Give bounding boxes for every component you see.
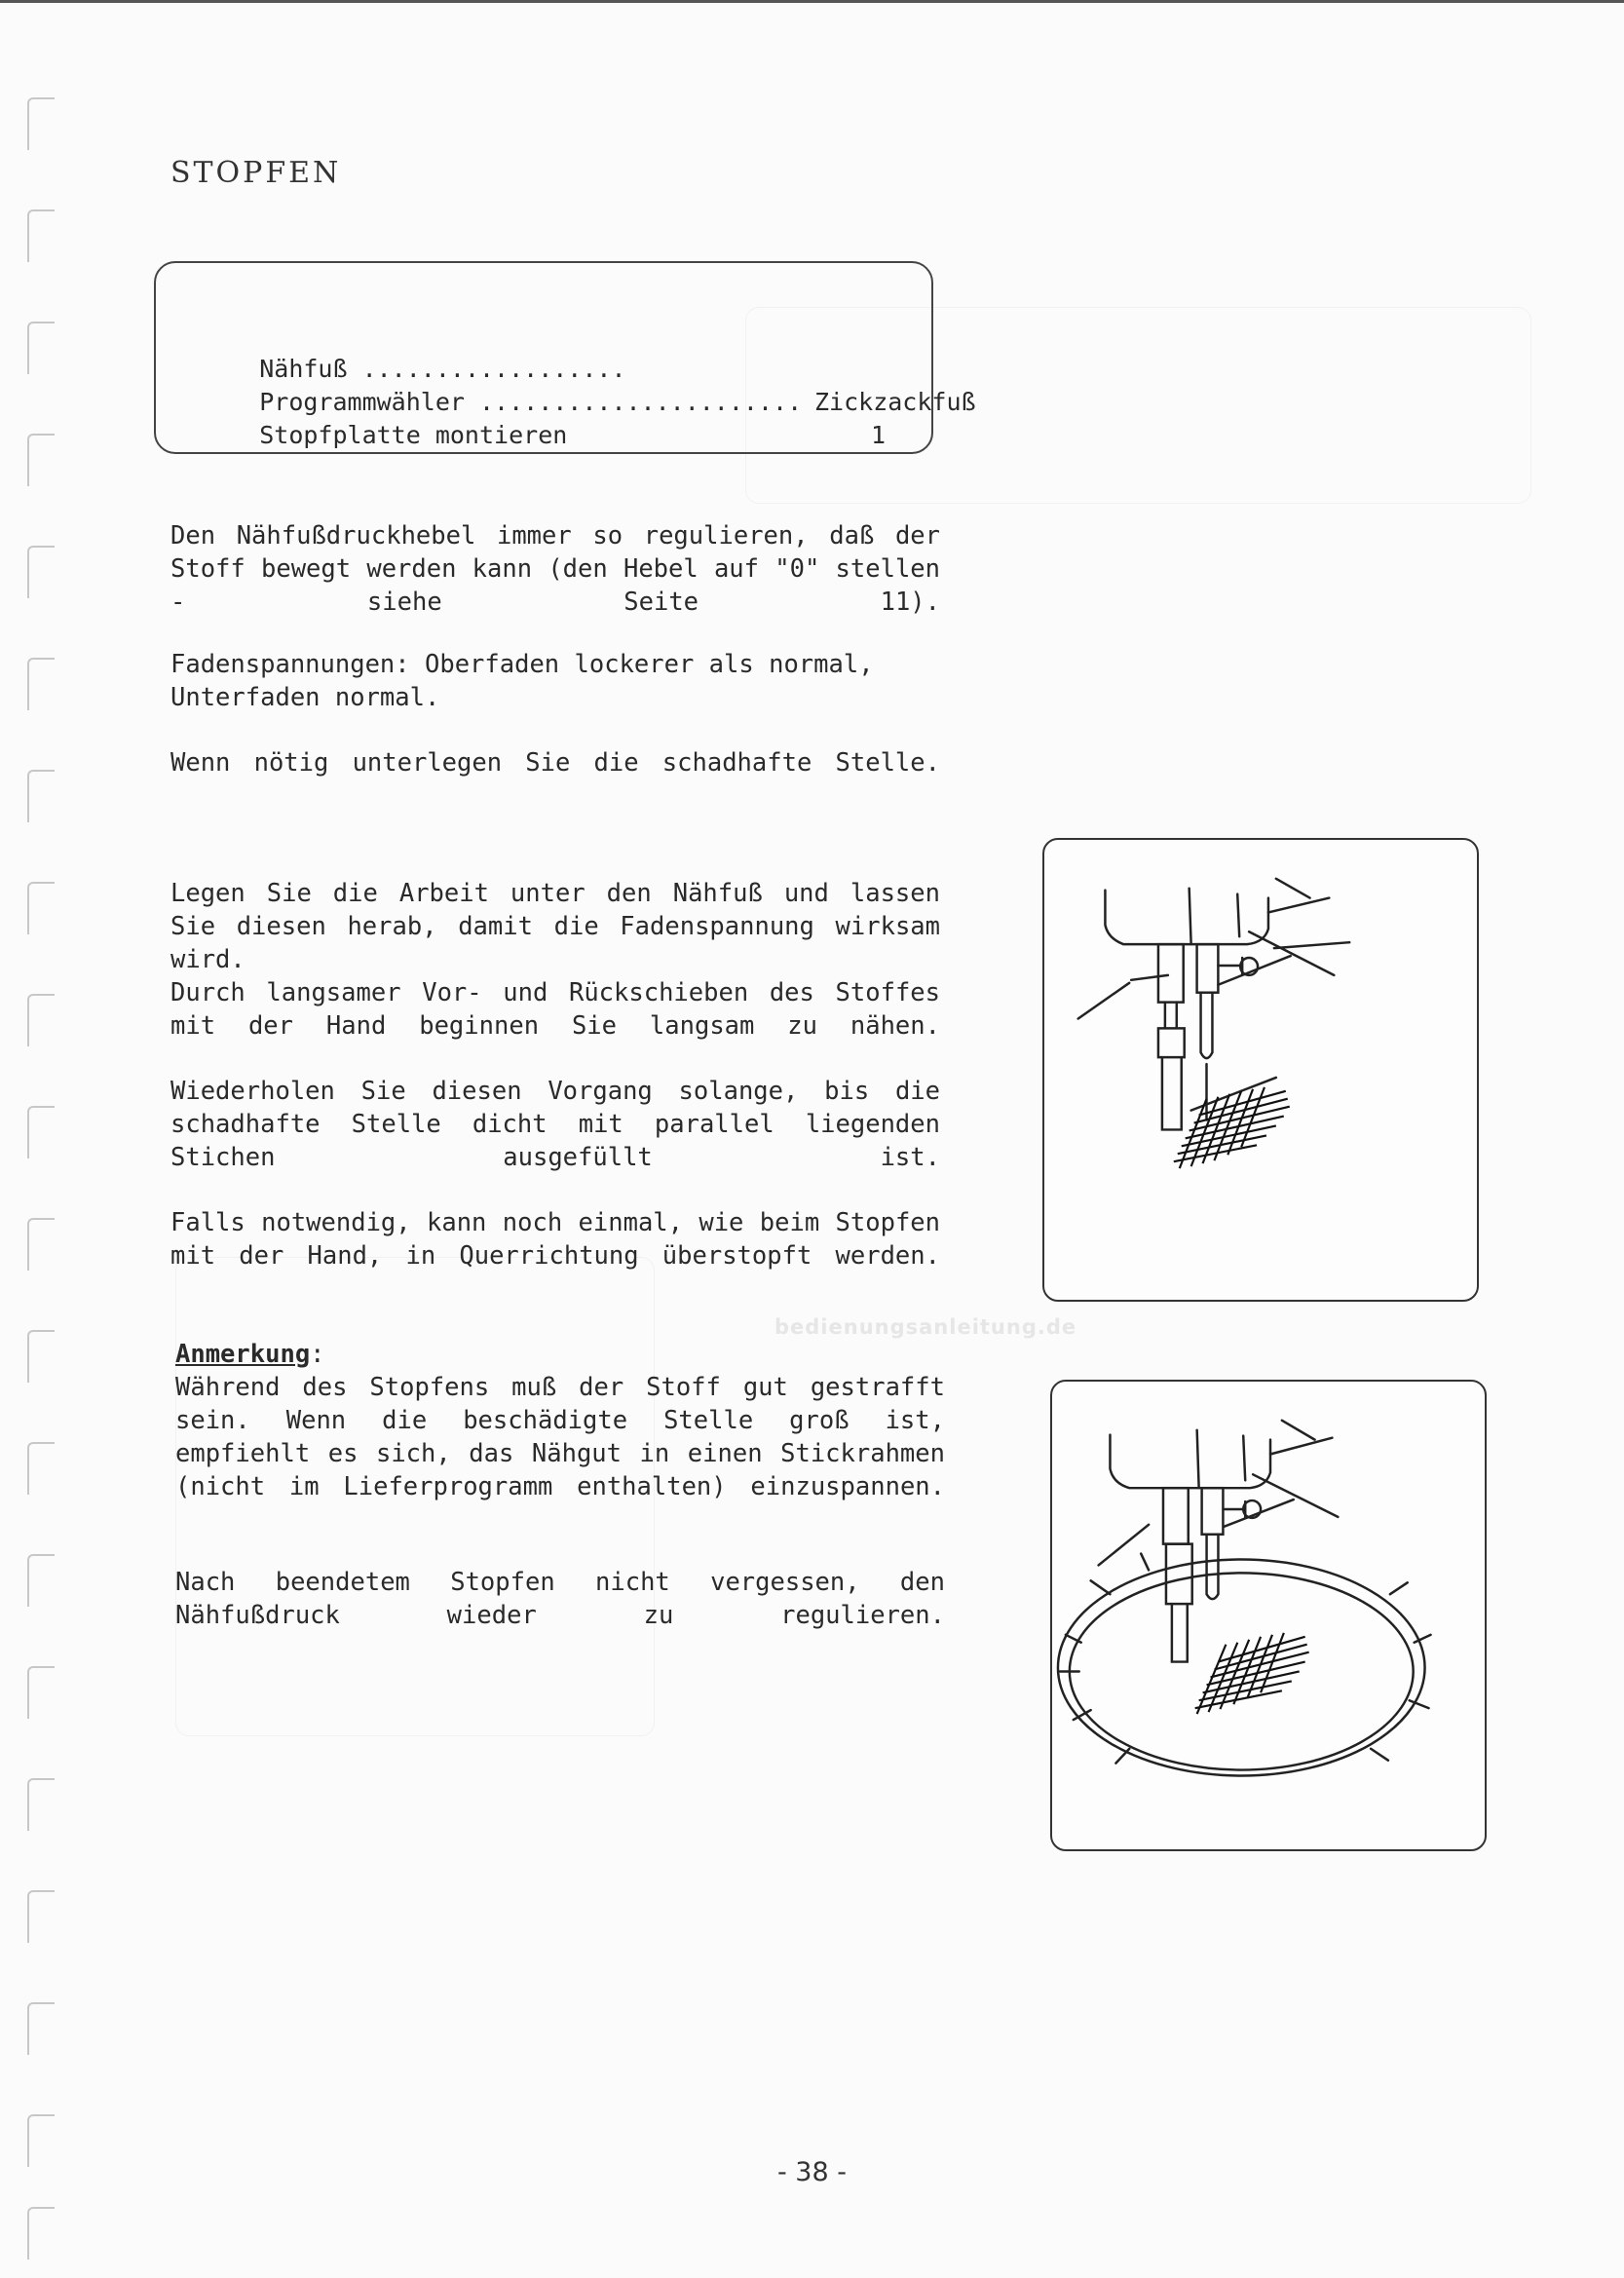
binding-mark — [27, 1778, 55, 1831]
note-heading-line — [175, 1338, 955, 1371]
page-number: - 38 - — [776, 2157, 847, 2187]
darning-illustration — [1042, 838, 1479, 1302]
note-heading: Anmerkung — [175, 1340, 311, 1369]
binding-mark — [27, 2207, 55, 2259]
watermark: bedienungsanleitung.de — [774, 1315, 1077, 1339]
setting-value: Zickzackfuß — [814, 388, 976, 416]
binding-mark — [27, 1218, 55, 1271]
note-text: Während des Stopfens muß der Stoff gut gestrafft sein. Wenn die beschädigte Stelle groß ist, empfiehlt es sich, das Nähgut in einen Stickrahmen (nicht im Lieferprogramm enthalten) einzuspannen. — [175, 1373, 945, 1501]
binding-mark — [27, 1666, 55, 1719]
binding-mark — [27, 1554, 55, 1607]
binding-mark — [27, 1330, 55, 1383]
binding-mark — [27, 546, 55, 598]
note-colon: : — [310, 1340, 325, 1369]
paragraph-move-fabric: Durch langsamer Vor- und Rückschieben des Stoffes mit der Hand beginnen Sie langsam zu nähen. — [170, 978, 940, 1041]
paragraph-repeat: Wiederholen Sie diesen Vorgang solange, bis die schadhafte Stelle dicht mit parallel liegenden Stichen ausgefüllt ist. — [170, 1077, 940, 1172]
setting-leader: .................. — [347, 355, 626, 383]
hoop-darning-drawing — [1052, 1382, 1485, 1849]
binding-mark — [27, 994, 55, 1046]
binding-mark — [27, 1106, 55, 1158]
binding-mark — [27, 1890, 55, 1943]
paragraph-thread-tension: Fadenspannungen: Oberfaden lockerer als normal, Unterfaden normal. — [170, 650, 874, 712]
binding-mark — [27, 209, 55, 262]
binding-mark — [27, 322, 55, 374]
setting-label: Stopfplatte montieren — [259, 421, 568, 449]
binding-mark — [27, 97, 55, 150]
binding-mark — [27, 658, 55, 710]
paragraph-cross-darn: Falls notwendig, kann noch einmal, wie beim Stopfen mit der Hand, in Querrichtung überstopft werden. — [170, 1208, 940, 1271]
settings-box — [154, 261, 976, 454]
setting-row-darning-plate — [201, 386, 567, 485]
paragraph-lower-foot: Legen Sie die Arbeit unter den Nähfuß und lassen Sie diesen herab, damit die Fadenspannung wirksam wird. — [170, 879, 940, 974]
binding-mark — [27, 1442, 55, 1495]
paragraph-presser-pressure: Den Nähfußdruckhebel immer so regulieren, daß der Stoff bewegt werden kann (den Hebel auf "0" stellen - siehe Seite 11). — [170, 521, 940, 617]
binding-mark — [27, 2002, 55, 2055]
setting-label: Nähfuß — [259, 355, 348, 383]
setting-leader: ...................... — [464, 388, 803, 416]
binding-mark — [27, 882, 55, 934]
setting-value: 1 — [871, 421, 887, 449]
paragraph-underlay: Wenn nötig unterlegen Sie die schadhafte Stelle. — [170, 748, 940, 778]
sewing-machine-foot-drawing — [1044, 840, 1477, 1300]
setting-label: Programmwähler — [259, 388, 465, 416]
embroidery-hoop-illustration — [1050, 1380, 1487, 1851]
top-rule — [0, 0, 1624, 3]
binding-mark — [27, 770, 55, 822]
binding-mark — [27, 434, 55, 486]
page-title: STOPFEN — [170, 156, 342, 190]
paragraph-closing: Nach beendetem Stopfen nicht vergessen, den Nähfußdruck wieder zu regulieren. — [175, 1568, 945, 1630]
